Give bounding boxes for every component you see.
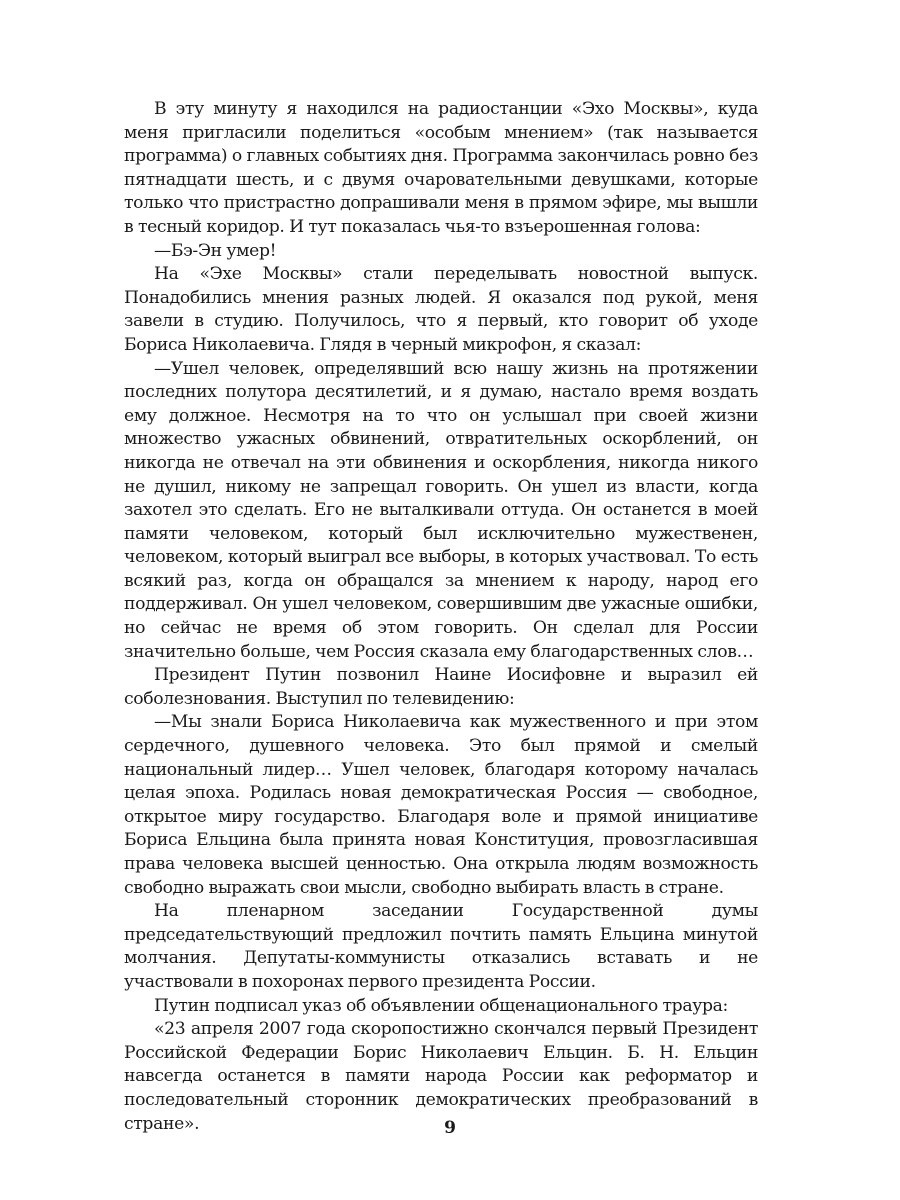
paragraph: Президент Путин позвонил Наине Иосифовне и выразил ей соболезнования. Выступил по телевидению: [124, 665, 758, 709]
paragraph: —Бэ-Эн умер! [154, 240, 277, 261]
paragraph: В эту минуту я находился на радиостанции «Эхо Москвы», куда меня пригласили поделиться «особым мнением» (так называется программа) о главных событиях дня. Программа закончилась ровно без пятнадцати шесть, и с двумя очаровательными девушками, которые только что пристрастно допрашивали меня в прямом эфире, мы вышли в тесный коридор. И тут показалась чья-то взъерошенная голова: [124, 99, 758, 237]
paragraph: Путин подписал указ об объявлении общенационального траура: [154, 995, 728, 1016]
paragraph: «23 апреля 2007 года скоропостижно скончался первый Президент Российской Федерации Борис Николаевич Ельцин. Б. Н. Ельцин навсегда останется в памяти народа России как реформатор и последовательный сторонник демократических преобразований в стране». [124, 1019, 758, 1134]
page-body [124, 98, 758, 1136]
paragraph: На пленарном заседании Государственной думы председательствующий предложил почтить память Ельцина минутой молчания. Депутаты-коммунисты отказались вставать и не участвовали в похоронах первого президента России. [124, 901, 758, 992]
page-number: 9 [444, 1118, 456, 1138]
paragraph: На «Эхе Москвы» стали переделывать новостной выпуск. Понадобились мнения разных людей. Я оказался под рукой, меня завели в студию. Получилось, что я первый, кто говорит об уходе Бориса Николаевича. Глядя в черный микрофон, я сказал: [124, 264, 758, 355]
paragraph: —Мы знали Бориса Николаевича как мужественного и при этом сердечного, душевного человека. Это был прямой и смелый национальный лидер… Ушел человек, благодаря которому началась целая эпоха. Родилась новая демократическая Россия — свободное, открытое миру государство. Благодаря воле и прямой инициативе Бориса Ельцина была принята новая Конституция, провозгласившая права человека высшей ценностью. Она открыла людям возможность свободно выражать свои мысли, свободно выбирать власть в стране. [124, 712, 758, 898]
paragraph: —Ушел человек, определявший всю нашу жизнь на протяжении последних полутора десятилетий, и я думаю, настало время воздать ему должное. Несмотря на то что он услышал при своей жизни множество ужасных обвинений, отвратительных оскорблений, он никогда не отвечал на эти обвинения и оскорбления, никогда никого не душил, никому не запрещал говорить. Он ушел из власти, когда захотел это сделать. Его не выталкивали оттуда. Он останется в моей памяти человеком, который был исключительно мужественен, человеком, который выиграл все выборы, в которых участвовал. То есть всякий раз, когда он обращался за мнением к народу, народ его поддерживал. Он ушел человеком, совершившим две ужасные ошибки, но сейчас не время об этом говорить. Он сделал для России значительно больше, чем Россия сказала ему благодарственных слов… [124, 358, 758, 662]
